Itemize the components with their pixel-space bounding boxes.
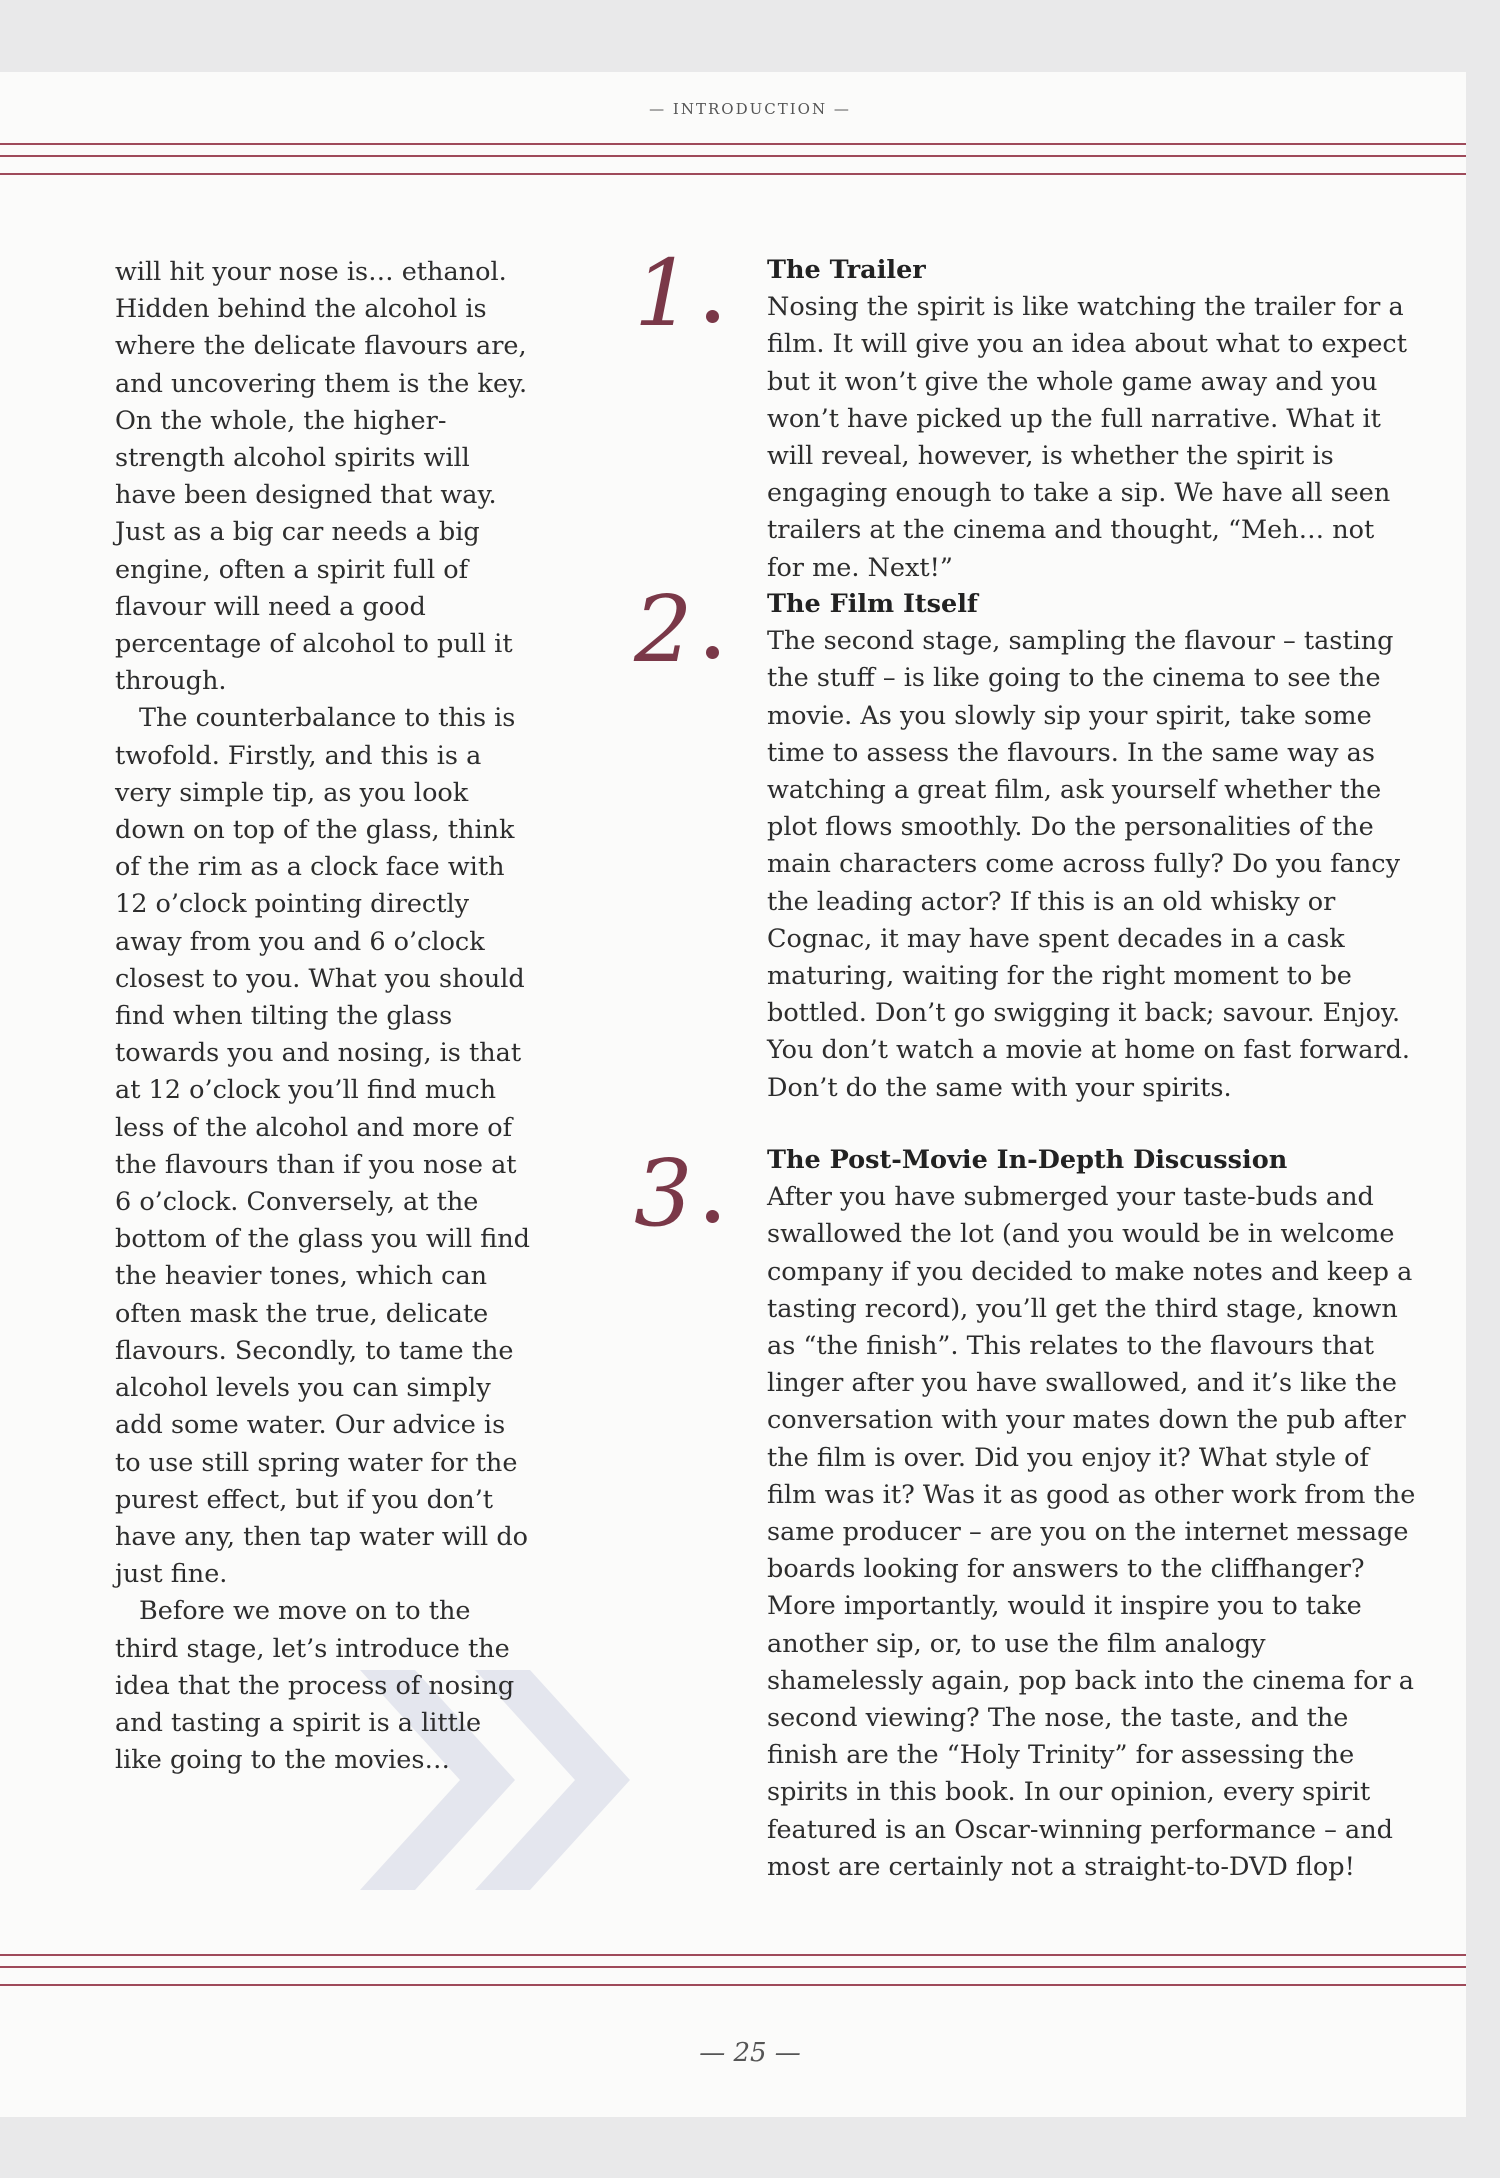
- section-number-2: [628, 576, 738, 694]
- section-trailer: [767, 252, 1417, 587]
- left-column: [115, 254, 535, 1779]
- running-head: — INTRODUCTION —: [649, 100, 851, 118]
- section-number-3: [628, 1140, 738, 1258]
- top-double-rule: [0, 143, 1466, 183]
- left-paragraph: will hit your nose is… ethanol. Hidden behind the alcohol is where the delicate flavours are, and uncovering them is the key. On the whole, the higher-strength alcohol spirits will have been designed that way. Just as a big car needs a big engine, often a spirit full of flavour will need a good percentage of alcohol to pull it through.: [115, 257, 528, 697]
- section-body: After you have submerged your taste-buds and swallowed the lot (and you would be in welcome company if you decided to make notes and keep a tasting record), you’ll get the third stage, known as “the finish”. This relates to the flavours that linger after you have swallowed, and it’s like the conversation with your mates down the pub after the film is over. Did you enjoy it? What style of film was it? Was it as good as other work from the same producer – are you on the internet message boards looking for answers to the cliffhanger? More importantly, would it inspire you to take another sip, or, to use the film analogy shamelessly again, pop back into the cinema for a second viewing? The nose, the taste, and the finish are the “Holy Trinity” for assessing the spirits in this book. In our opinion, every spirit featured is an Oscar-winning performance – and most are certainly not a straight-to-DVD flop!: [767, 1182, 1416, 1882]
- section-title: The Film Itself: [767, 589, 978, 619]
- numeral-dot-icon: [706, 646, 719, 659]
- section-body: The second stage, sampling the flavour – tasting the stuff – is like going to the cinema to see the movie. As you slowly sip your spirit, take some time to assess the flavours. In the same way as watching a great film, ask yourself whether the plot flows smoothly. Do the personalities of the main characters come across fully? Do you fancy the leading actor? If this is an old whisky or Cognac, it may have spent decades in a cask maturing, waiting for the right moment to be bottled. Don’t go swigging it back; savour. Enjoy. You don’t watch a movie at home on fast forward. Don’t do the same with your spirits.: [767, 626, 1411, 1103]
- section-number-text: 2: [634, 576, 693, 683]
- numeral-dot-icon: [706, 1210, 719, 1223]
- section-number-text: 1: [634, 240, 693, 347]
- left-paragraph: The counterbalance to this is twofold. Firstly, and this is a very simple tip, as you look down on top of the glass, think of the rim as a clock face with 12 o’clock pointing directly away from you and 6 o’clock closest to you. What you should find when tilting the glass towards you and nosing, is that at 12 o’clock you’ll find much less of the alcohol and more of the flavours than if you nose at 6 o’clock. Conversely, at the bottom of the glass you will find the heavier tones, which can often mask the true, delicate flavours. Secondly, to tame the alcohol levels you can simply add some water. Our advice is to use still spring water for the purest effect, but if you don’t have any, then tap water will do just fine.: [115, 703, 530, 1590]
- section-discussion: [767, 1142, 1417, 1886]
- left-paragraph: Before we move on to the third stage, let’s introduce the idea that the process of nosing and tasting a spirit is a little like going to the movies…: [115, 1596, 515, 1776]
- section-title: The Trailer: [767, 255, 926, 285]
- bottom-double-rule: [0, 1954, 1466, 1994]
- section-number-1: [628, 240, 738, 358]
- page-number: — 25 —: [699, 2038, 801, 2068]
- numeral-dot-icon: [706, 310, 719, 323]
- section-number-text: 3: [634, 1140, 693, 1247]
- section-film-itself: [767, 586, 1417, 1107]
- section-title: The Post-Movie In-Depth Discussion: [767, 1145, 1288, 1175]
- section-body: Nosing the spirit is like watching the trailer for a film. It will give you an idea about what to expect but it won’t give the whole game away and you won’t have picked up the full narrative. What it will reveal, however, is whether the spirit is engaging enough to take a sip. We have all seen trailers at the cinema and thought, “Meh… not for me. Next!”: [767, 292, 1407, 583]
